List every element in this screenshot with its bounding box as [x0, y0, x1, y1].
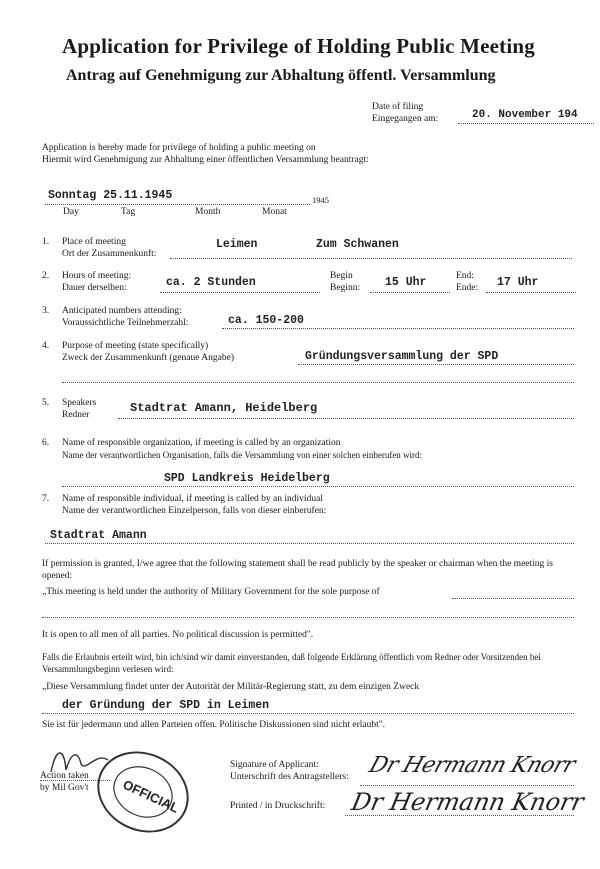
- meeting-date-value: Sonntag 25.11.1945: [48, 189, 173, 202]
- date-label-day: Day: [63, 207, 79, 217]
- date-label-month: Month: [195, 207, 221, 217]
- numbers-label-de: Voraussichtliche Teilnehmerzahl:: [62, 318, 189, 328]
- statement-en-quote: „This meeting is held under the authority of Military Government for the sole purpose of: [42, 587, 380, 597]
- signature-label-en: Signature of Applicant:: [230, 760, 319, 770]
- statement-de-value: der Gründung der SPD in Leimen: [62, 699, 270, 712]
- begin-value: 15 Uhr: [385, 276, 427, 289]
- hours-duration-line: [160, 292, 320, 293]
- date-label-tag: Tag: [121, 207, 136, 217]
- date-label-monat: Monat: [262, 207, 287, 217]
- purpose-label-de: Zweck der Zusammenkunft (genaue Angabe): [62, 353, 234, 363]
- printed-name: Dr Hermann Knorr: [349, 788, 587, 816]
- place-label-en: Place of meeting: [62, 237, 126, 247]
- item-5-number: 5.: [42, 398, 50, 408]
- applicant-signature: Dr Hermann Knorr: [365, 753, 579, 778]
- printed-year: 1945: [312, 195, 329, 205]
- filing-date-line: [458, 123, 594, 124]
- action-taken-label-2: by Mil Gov't: [40, 783, 89, 793]
- speakers-label-en: Speakers: [62, 398, 97, 408]
- place-line: [170, 258, 572, 259]
- organization-label-de: Name der verantwortlichen Organisation, falls die Versammlung von einer solchen einberufen wird:: [62, 450, 423, 460]
- stamp-text: OFFICIAL: [120, 776, 182, 816]
- signature-label-de: Unterschrift des Antragstellers:: [230, 772, 349, 782]
- speakers-label-de: Redner: [62, 410, 90, 420]
- date-line: [45, 204, 310, 205]
- filing-date-value: 20. November 194: [472, 109, 578, 121]
- numbers-line: [222, 328, 574, 329]
- begin-label-en: Begin: [330, 271, 353, 281]
- printed-label: Printed / in Druckschrift:: [230, 801, 326, 811]
- begin-label-de: Beginn:: [330, 283, 361, 293]
- organization-label-en: Name of responsible organization, if meeting is called by an organization: [62, 438, 341, 448]
- hours-duration-value: ca. 2 Stunden: [166, 276, 256, 289]
- action-taken-label: Action taken: [40, 771, 89, 781]
- statement-de-close: Sie ist für jedermann und allen Parteien offen. Politische Diskussionen sind nicht erlaubt".: [42, 720, 385, 730]
- statement-en-line-1: [452, 598, 574, 599]
- item-4-number: 4.: [42, 341, 50, 351]
- item-3-number: 3.: [42, 306, 50, 316]
- end-label-en: End:: [456, 271, 474, 281]
- filing-label-en: Date of filing: [372, 102, 424, 112]
- place-label-de: Ort der Zusammenkunft:: [62, 249, 157, 259]
- signature-line: [360, 785, 574, 786]
- organization-line: [62, 486, 574, 487]
- statement-en-close: It is open to all men of all parties. No political discussion is permitted".: [42, 630, 314, 640]
- intro-en: Application is hereby made for privilege of holding a public meeting on: [42, 143, 316, 153]
- item-7-number: 7.: [42, 494, 50, 504]
- end-label-de: Ende:: [456, 283, 479, 293]
- end-line: [486, 292, 576, 293]
- place-venue-value: Zum Schwanen: [316, 238, 399, 251]
- speakers-line: [118, 418, 574, 419]
- numbers-label-en: Anticipated numbers attending:: [62, 306, 182, 316]
- individual-label-en: Name of responsible individual, if meeting is called by an individual: [62, 494, 323, 504]
- individual-line: [45, 543, 574, 544]
- document-subtitle: Antrag auf Genehmigung zur Abhaltung öffentl. Versammlung: [66, 67, 496, 84]
- hours-label-de: Dauer derselben:: [62, 283, 127, 293]
- item-2-number: 2.: [42, 271, 50, 281]
- purpose-label-en: Purpose of meeting (state specifically): [62, 341, 209, 351]
- initials-scribble: [46, 742, 116, 782]
- end-value: 17 Uhr: [497, 276, 539, 289]
- item-1-number: 1.: [42, 237, 50, 247]
- organization-value: SPD Landkreis Heidelberg: [164, 472, 330, 485]
- purpose-line-2: [62, 382, 574, 383]
- printed-line: [345, 815, 574, 816]
- place-town-value: Leimen: [216, 238, 258, 251]
- filing-label-de: Eingegangen am:: [372, 114, 439, 124]
- purpose-value: Gründungsversammlung der SPD: [305, 350, 499, 363]
- begin-line: [370, 292, 450, 293]
- individual-value: Stadtrat Amann: [50, 529, 147, 542]
- intro-de: Hiermit wird Genehmigung zur Abhaltung einer öffentlichen Versammlung beantragt:: [42, 155, 369, 165]
- statement-de-intro: Falls die Erlaubnis erteilt wird, bin ich/sind wir damit einverstanden, daß folgende Erklärung öffentlich vom Redner oder Vorsitzenden bei Versammlungsbeginn verlesen wird:: [42, 652, 541, 674]
- numbers-value: ca. 150-200: [228, 314, 304, 327]
- individual-label-de: Name der verantwortlichen Einzelperson, falls von dieser einberufen:: [62, 506, 327, 516]
- statement-en-line-2: [42, 617, 574, 618]
- hours-label-en: Hours of meeting:: [62, 271, 132, 281]
- item-6-number: 6.: [42, 438, 50, 448]
- document-title: Application for Privilege of Holding Public Meeting: [62, 34, 535, 58]
- purpose-line-1: [298, 364, 574, 365]
- statement-de-line: [42, 713, 574, 714]
- statement-en-intro: If permission is granted, I/we agree that the following statement shall be read publicly by the speaker or chairman when the meeting is opened:: [42, 559, 553, 581]
- statement-de-quote: „Diese Versammlung findet unter der Autorität der Militär-Regierung statt, zu dem einzigen Zweck: [42, 682, 420, 692]
- speakers-value: Stadtrat Amann, Heidelberg: [130, 401, 318, 415]
